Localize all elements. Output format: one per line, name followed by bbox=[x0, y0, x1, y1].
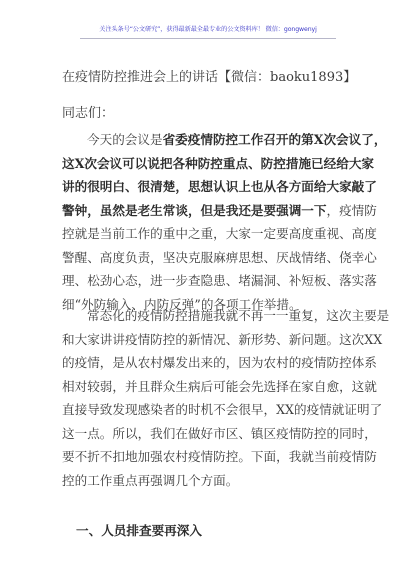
section-heading-1: 一、人员排查要再深入 bbox=[76, 523, 202, 538]
paragraph-1-line-5: 控就是当前工作的重中之重，大家一定要高度重视、高度 bbox=[62, 226, 377, 241]
paragraph-2-line-5: 直接导致发现感染者的时机不会很早，XX的疫情就证明了 bbox=[62, 402, 383, 417]
paragraph-2-line-7: 要不折不扣地加强农村疫情防控。下面，我就当前疫情防 bbox=[62, 449, 377, 464]
paragraph-2-line-8: 控的工作重点再强调几个方面。 bbox=[62, 472, 239, 488]
paragraph-2-line-2: 和大家讲讲疫情防控的新情况、新形势、新问题。这次XX bbox=[62, 331, 383, 347]
paragraph-1-line-7: 理、松劲心态，进一步查隐患、堵漏洞、补短板、落实落 bbox=[62, 273, 377, 288]
paragraph-1-line-4-text: ，疫情防 bbox=[326, 202, 377, 218]
paragraph-2 bbox=[62, 304, 390, 492]
document-title: 在疫情防控推进会上的讲话【微信：baoku1893】 bbox=[62, 70, 357, 85]
paragraph-1-line-2: 这X次会议可以说把各种防控重点、防控措施已经给大家 bbox=[62, 155, 375, 171]
paragraph-1-line-8: 细“外防输入、内防反弹”的各项工作举措。 bbox=[62, 296, 302, 312]
paragraph-1-line-4-bold: 警钟，虽然是老生常谈，但是我还是要强调一下 bbox=[62, 202, 327, 218]
paragraph-1-line-3: 讲的很明白、很清楚，思想认识上也从各方面给大家敲了 bbox=[62, 179, 377, 194]
greeting: 同志们： bbox=[62, 106, 115, 121]
paragraph-1-line-4 bbox=[62, 199, 377, 223]
paragraph-2-line-3: 的疫情，是从农村爆发出来的，因为农村的疫情防控体系 bbox=[62, 355, 377, 370]
paragraph-1-line-1-bold: 省委疫情防控工作召开的第X次会议了， bbox=[162, 132, 387, 147]
paragraph-2-line-6: 这一点。所以，我们在做好市区、镇区疫情防控的同时， bbox=[62, 425, 377, 441]
paragraph-1-line-1-text: 今天的会议是 bbox=[87, 132, 163, 147]
paragraph-1-line-6: 警醒、高度负责，坚决克服麻痹思想、厌战情绪、侥幸心 bbox=[62, 249, 377, 265]
header-banner: 关注头条号“公文研究”，获得最新最全最专业的公文资料库！ 微信：gongwenyj bbox=[80, 24, 336, 39]
paragraph-1-line-1 bbox=[62, 128, 387, 152]
paragraph-2-line-4: 相对较弱，并且群众生病后可能会先选择在家自愈，这就 bbox=[62, 378, 377, 394]
paragraph-2-line-1: 常态化的疫情防控措施我就不再一一重复，这次主要是 bbox=[87, 308, 390, 323]
